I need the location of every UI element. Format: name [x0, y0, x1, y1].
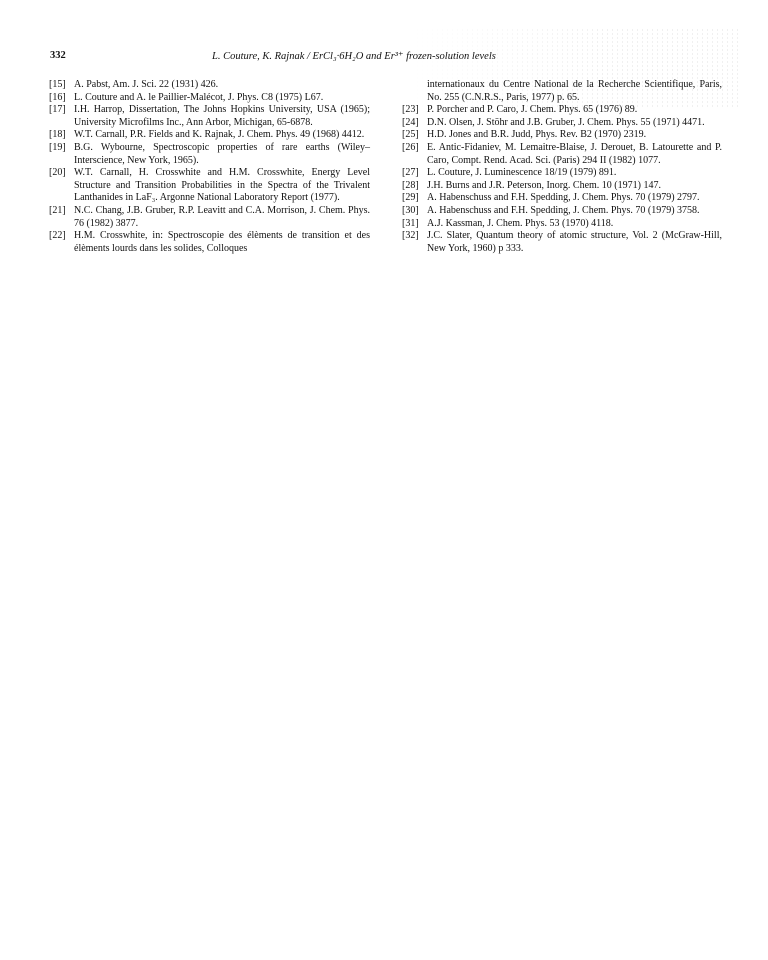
reference-number: [25]: [402, 129, 419, 141]
reference-number: [31]: [402, 217, 419, 229]
reference-item: [402, 218, 722, 231]
running-title: L. Couture, K. Rajnak / ErCl₃·6H₂O and Er³⁺ frozen-solution levels: [212, 51, 496, 62]
reference-item: [49, 104, 370, 129]
reference-item: [49, 129, 370, 142]
reference-number: [22]: [49, 230, 66, 242]
reference-text: P. Porcher and P. Caro, J. Chem. Phys. 65 (1976) 89.: [427, 104, 638, 116]
reference-text: J.C. Slater, Quantum theory of atomic structure, Vol. 2 (McGraw-Hill, New York, 1960) p 333.: [427, 230, 722, 254]
reference-item: [402, 129, 722, 142]
reference-item: [49, 167, 370, 205]
reference-number: [17]: [49, 104, 66, 116]
reference-item: [49, 79, 370, 92]
reference-number: [32]: [402, 230, 419, 242]
reference-text: I.H. Harrop, Dissertation, The Johns Hopkins University, USA (1965); University Microfilms Inc., Ann Arbor, Michigan, 65-6878.: [74, 104, 370, 128]
reference-number: [15]: [49, 79, 66, 90]
reference-item: [402, 104, 722, 117]
reference-text: A. Habenschuss and F.H. Spedding, J. Chem. Phys. 70 (1979) 3758.: [427, 204, 700, 216]
reference-number: [28]: [402, 179, 419, 191]
page-header: [50, 50, 720, 66]
reference-text: W.T. Carnall, P.R. Fields and K. Rajnak, J. Chem. Phys. 49 (1968) 4412.: [74, 129, 365, 141]
reference-number: [26]: [402, 141, 419, 153]
reference-item: [402, 230, 722, 255]
reference-item: [402, 142, 722, 167]
page-number: 332: [50, 50, 66, 61]
reference-item: [402, 192, 722, 205]
reference-number: [19]: [49, 141, 66, 153]
reference-text: D.N. Olsen, J. Stöhr and J.B. Gruber, J. Chem. Phys. 55 (1971) 4471.: [427, 116, 705, 128]
reference-number: [29]: [402, 192, 419, 204]
references-right-column: [402, 79, 722, 255]
reference-text: B.G. Wybourne, Spectroscopic properties of rare earths (Wiley–Interscience, New York, 1965).: [74, 141, 370, 166]
reference-item: [402, 117, 722, 130]
reference-text: A. Habenschuss and F.H. Spedding, J. Chem. Phys. 70 (1979) 2797.: [427, 192, 700, 204]
reference-number: [20]: [49, 167, 66, 179]
reference-item: [402, 180, 722, 193]
reference-number: [23]: [402, 104, 419, 116]
reference-item: [402, 167, 722, 180]
references-left-column: [49, 79, 370, 255]
reference-text: L. Couture, J. Luminescence 18/19 (1979) 891.: [427, 167, 617, 179]
reference-text: A. Pabst, Am. J. Sci. 22 (1931) 426.: [74, 79, 219, 90]
reference-text: W.T. Carnall, H. Crosswhite and H.M. Crosswhite, Energy Level Structure and Transition Probabilities in the Spectra of the Trivalent Lanthanides in LaF₃. Argonne National Laboratory Report (1977).: [74, 167, 370, 204]
reference-text: H.M. Crosswhite, in: Spectroscopie des élèments de transition et des élèments lourds dans les solides, Colloques: [74, 230, 370, 254]
reference-text: N.C. Chang, J.B. Gruber, R.P. Leavitt and C.A. Morrison, J. Chem. Phys. 76 (1982) 3877.: [74, 204, 370, 229]
reference-number: [18]: [49, 129, 66, 141]
reference-text: A.J. Kassman, J. Chem. Phys. 53 (1970) 4118.: [427, 217, 614, 229]
reference-continuation: internationaux du Centre National de la Recherche Scientifique, Paris, No. 255 (C.N.R.S., Paris, 1977) p. 65.: [427, 79, 722, 103]
reference-number: [16]: [49, 91, 66, 103]
reference-text: J.H. Burns and J.R. Peterson, Inorg. Chem. 10 (1971) 147.: [427, 179, 661, 191]
reference-item: [49, 230, 370, 255]
reference-text: E. Antic-Fidaniev, M. Lemaitre-Blaise, J. Derouet, B. Latourette and P. Caro, Compt. Rend. Acad. Sci. (Paris) 294 II (1982) 1077.: [427, 141, 722, 166]
reference-number: [24]: [402, 116, 419, 128]
reference-text: H.D. Jones and B.R. Judd, Phys. Rev. B2 (1970) 2319.: [427, 129, 647, 141]
reference-text: L. Couture and A. le Paillier-Malécot, J. Phys. C8 (1975) L67.: [74, 91, 324, 103]
reference-number: [21]: [49, 204, 66, 216]
reference-number: [30]: [402, 204, 419, 216]
reference-item: [402, 205, 722, 218]
reference-number: [27]: [402, 167, 419, 179]
reference-item: [49, 205, 370, 230]
reference-item: [49, 142, 370, 167]
reference-item: [49, 92, 370, 105]
